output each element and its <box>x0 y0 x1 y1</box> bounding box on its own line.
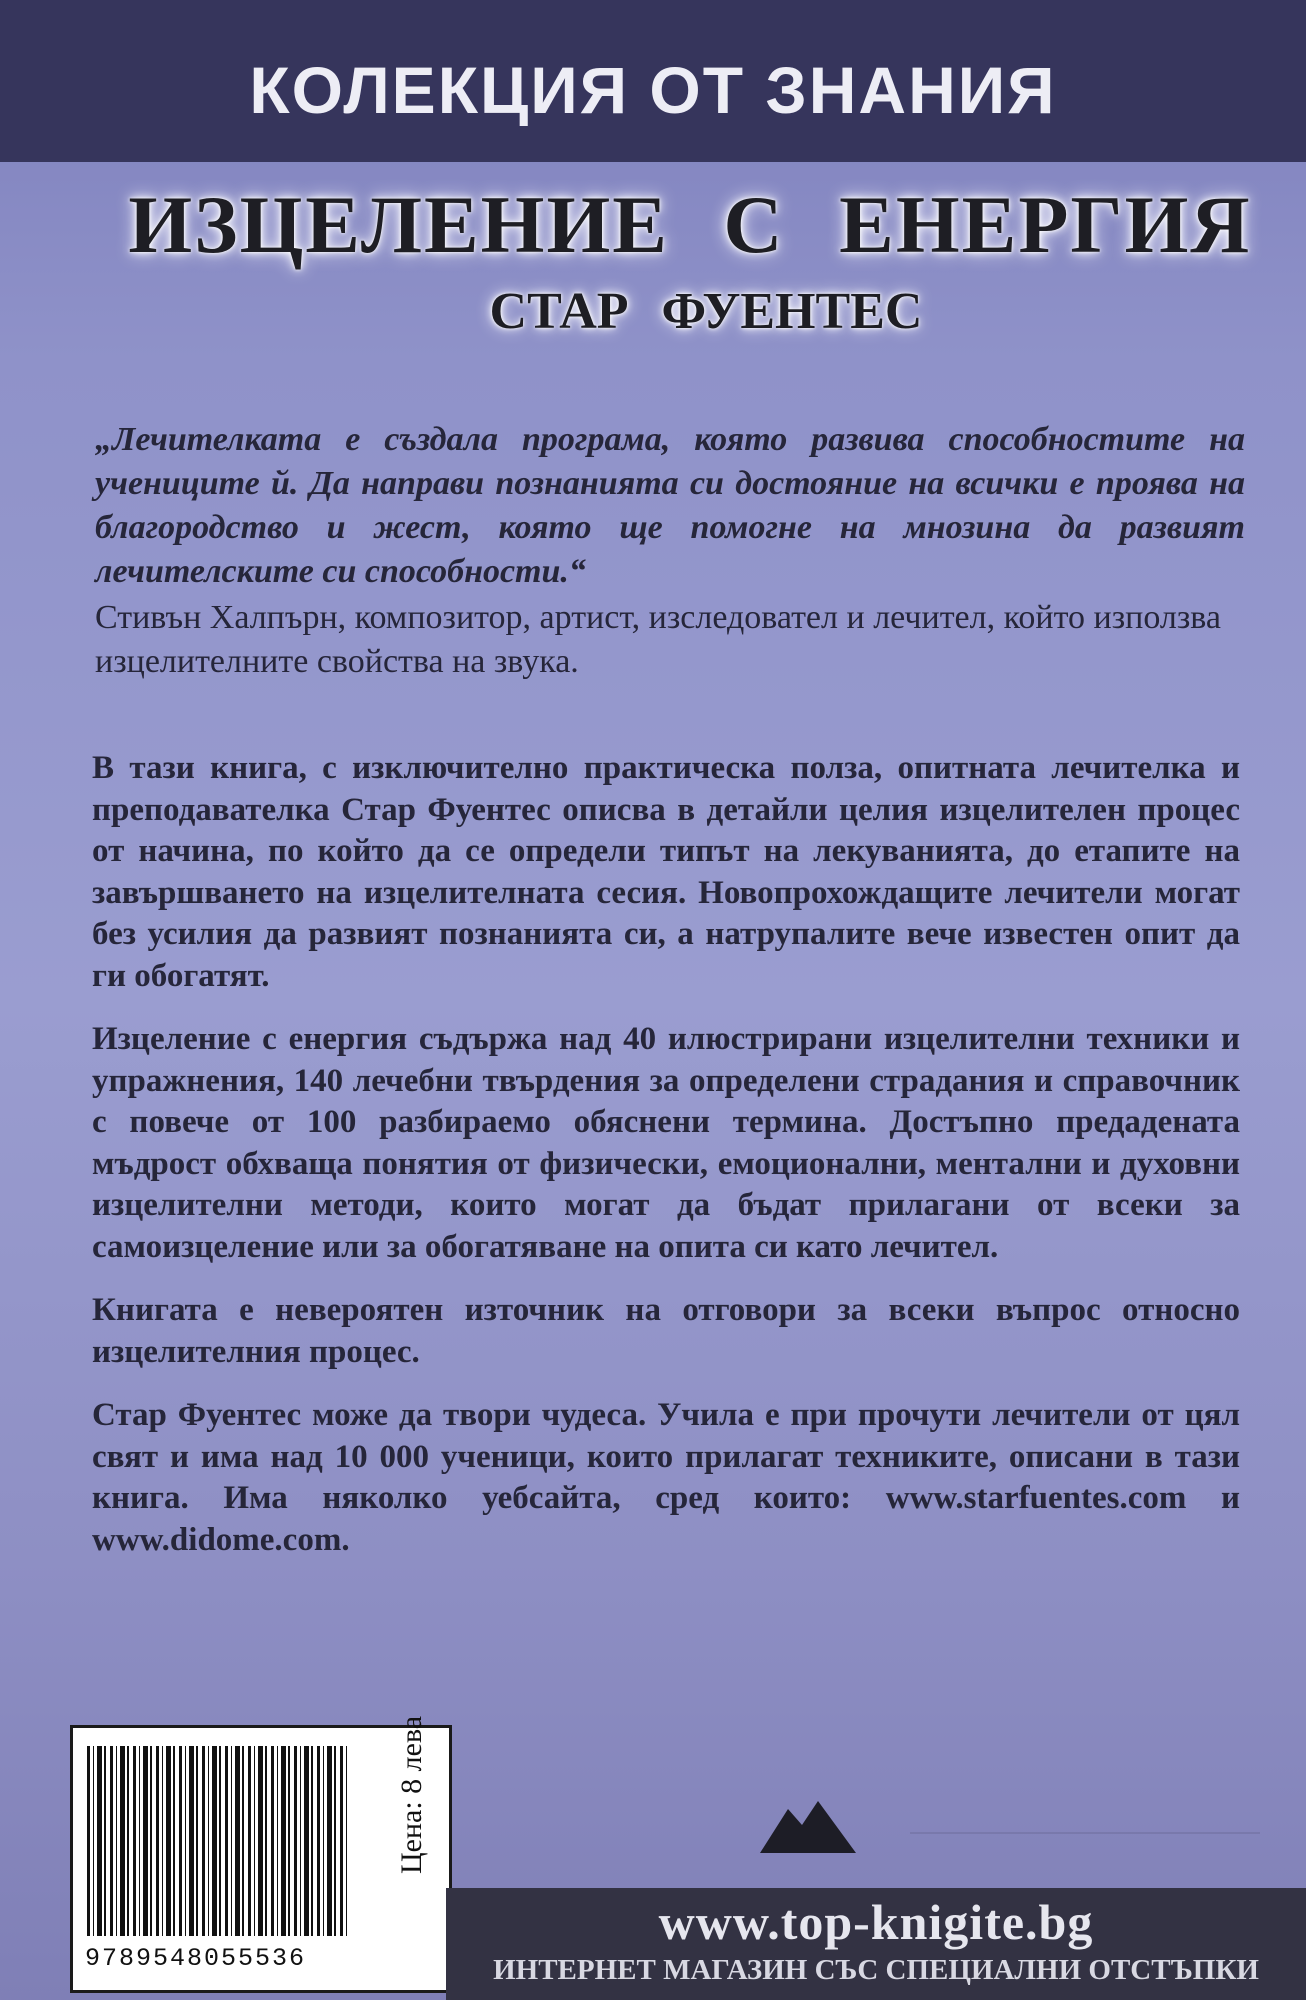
book-description <box>92 748 1240 1583</box>
mountain-icon <box>760 1801 856 1853</box>
description-paragraph: Стар Фуентес може да твори чудеса. Учила е при прочути лечители от цял свят и има над 10 000 ученици, които прилагат техниките, описани в тази книга. Има няколко уебсайта, сред които: www.starfuentes.com и www.didome.com. <box>92 1397 1240 1558</box>
isbn-number: 9789548055536 <box>85 1944 307 1973</box>
quote-author-description: , композитор, артист, изследовател и лечител, който използва изцелителните свойства на звука. <box>95 599 1221 680</box>
author-name: СТАР ФУЕНТЕС <box>489 283 923 340</box>
description-paragraph: В тази книга, с изключително практическа полза, опитната лечителка и преподавателка Стар Фуентес описва в детайли целия изцелителен процес от начина, по който да се определи типът на лекуванията, до етапите на завършването на изцелителната сесия. Новопрохождащите лечители могат без усилия да развият познанията си, а натрупалите вече известен опит да ги обогатят. <box>92 750 1240 994</box>
isbn-barcode <box>70 1715 452 1993</box>
store-website: www.top-knigite.bg <box>658 1894 1094 1950</box>
store-tagline: ИНТЕРНЕТ МАГАЗИН СЪС СПЕЦИАЛНИ ОТСТЪПКИ <box>493 1954 1259 1986</box>
blurb-quote: „Лечителката е създала програма, която развива способностите на учениците й. Да направи познанията си достояние на всички е проява на благородство и жест, която ще помогне на мнозина да развият лечителските си способности.“ <box>95 421 1245 590</box>
price-label: Цена: 8 лева <box>395 1715 429 1875</box>
quote-attribution <box>95 596 1255 684</box>
quote-author: Стивън Халпърн <box>95 599 338 636</box>
description-paragraph: Книгата е невероятен източник на отговори за всеки въпрос относно изцелителния процес. <box>92 1292 1240 1370</box>
description-paragraph: Изцеление с енергия съдържа над 40 илюстрирани изцелителни техники и упражнения, 140 лечебни твърдения за определени страдания и справочник с повече от 100 разбираемо обяснени термина. Достъпно предадената мъдрост обхваща понятия от физически, емоционални, ментални и духовни изцелителни методи, които могат да бъдат прилагани от всеки за самоизцеление или за обогатяване на опита си като лечител. <box>92 1021 1240 1265</box>
publisher-logo <box>760 1795 1260 1855</box>
book-title: ИЗЦЕЛЕНИЕ С ЕНЕРГИЯ <box>128 179 1252 270</box>
barcode-bars <box>87 1746 347 1936</box>
series-label: КОЛЕКЦИЯ ОТ ЗНАНИЯ <box>249 53 1057 127</box>
